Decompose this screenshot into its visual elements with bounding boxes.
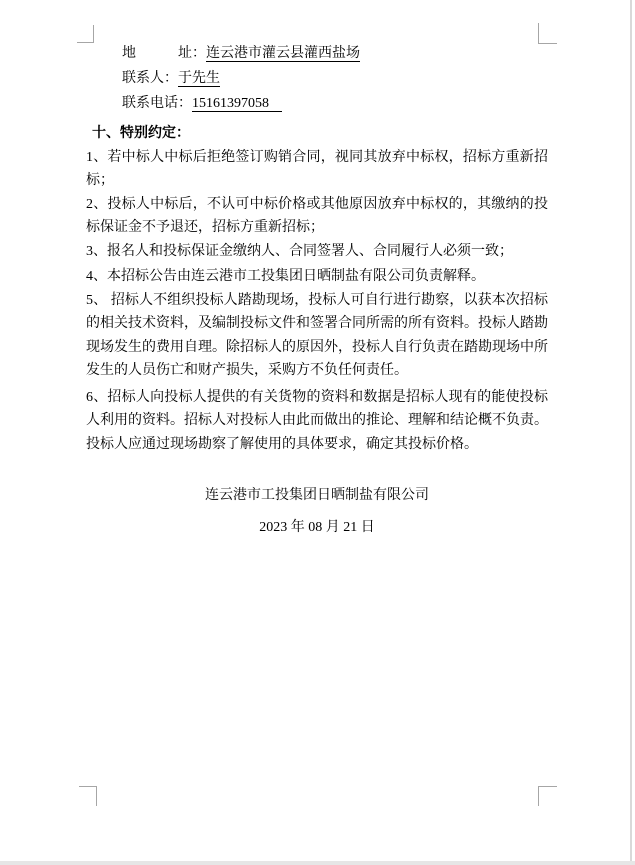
text-boundary-mark-bottom-left xyxy=(79,786,97,806)
clause-paragraph-4: 4、本招标公告由连云港市工投集团日晒制盐有限公司负责解释。 xyxy=(86,269,485,284)
text-boundary-mark-bottom-right xyxy=(538,786,557,806)
address-value: 连云港市灌云县灌西盐场 xyxy=(206,46,360,61)
contact-person-label: 联系人： xyxy=(122,71,178,86)
clause-paragraph-5: 5、 招标人不组织投标人踏勘现场，投标人可自行进行勘察，以获本次招标的相关技术资料，及编制投标文件和签署合同所需的所有资料。投标人踏勘现场发生的费用自理。除招标人的原因外，投标人自行负责在踏勘现场中所发生的人员伤亡和财产损失，采购方不负任何责任。 xyxy=(86,292,548,378)
address-label: 地 址： xyxy=(122,46,206,61)
viewer-canvas-strip xyxy=(0,861,635,865)
phone-value: 15161397058 xyxy=(192,96,282,112)
clause-paragraph-3: 3、报名人和投标保证金缴纳人、合同签署人、合同履行人必须一致； xyxy=(86,243,513,259)
clause-list xyxy=(86,146,548,457)
phone-label: 联系电话： xyxy=(122,96,192,111)
address-line xyxy=(122,41,548,66)
contact-person-value: 于先生 xyxy=(178,71,220,86)
contact-person-line xyxy=(122,66,548,91)
issue-date: 2023 年 08 月 21 日 xyxy=(259,519,375,535)
section-heading: 十、特别约定： xyxy=(92,126,190,141)
clause-paragraph-6: 6、招标人向投标人提供的有关货物的资料和数据是招标人现有的能使投标人利用的资料。招标人对投标人由此而做出的推论、理解和结论概不负责。投标人应通过现场勘察了解使用的具体要求，确定其投标价格。 xyxy=(86,389,548,452)
clause-paragraph-2: 2、投标人中标后，不认可中标价格或其他原因放弃中标权的，其缴纳的投标保证金不予退还，招标方重新招标； xyxy=(86,196,548,235)
page-right-edge xyxy=(630,0,632,861)
clause-paragraph-1: 1、若中标人中标后拒绝签订购销合同，视同其放弃中标权，招标方重新招标； xyxy=(86,149,548,188)
document-body xyxy=(86,41,548,539)
issuer-signature: 连云港市工投集团日晒制盐有限公司 xyxy=(205,488,429,503)
contact-info-block xyxy=(86,41,548,116)
phone-line xyxy=(122,91,548,116)
